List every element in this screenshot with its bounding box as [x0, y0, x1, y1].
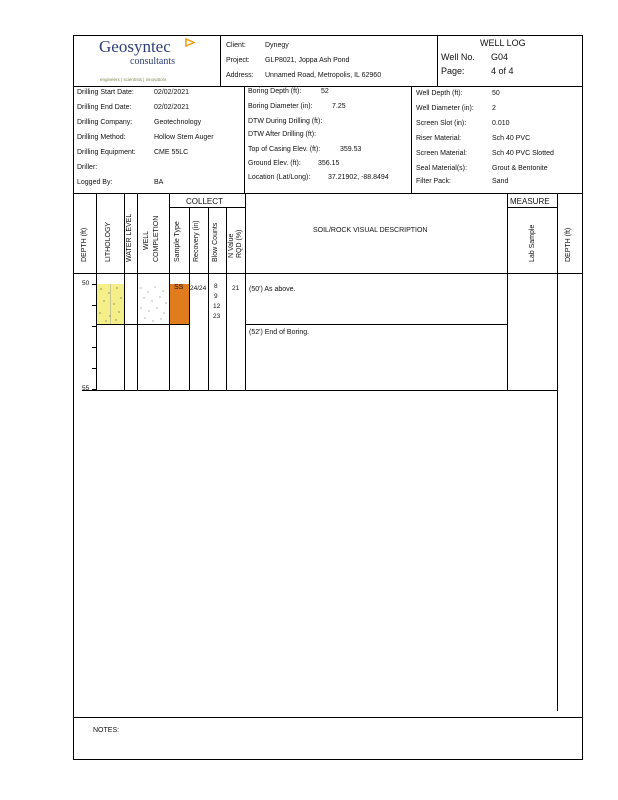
- measure-header: MEASURE: [510, 197, 550, 206]
- logo-tagline: engineers | scientists | innovators: [100, 77, 167, 82]
- info-left-label: Drilling Method:: [77, 134, 126, 141]
- well-completion-header-2: COMPLETION: [153, 215, 160, 262]
- address-value: Unnamed Road, Metropolis, IL 62960: [265, 72, 382, 79]
- n-value: 21: [232, 285, 240, 292]
- collect-header: COLLECT: [186, 197, 223, 206]
- recovery-header: Recovery (in): [193, 220, 200, 262]
- info-right-label: Riser Material:: [416, 135, 462, 142]
- depth-top-label: 50: [82, 280, 90, 287]
- project-label: Project:: [226, 57, 250, 64]
- depth-header: DEPTH (ft): [81, 227, 88, 262]
- description-row-1: (50') As above.: [249, 286, 296, 293]
- client-value: Dynegy: [265, 42, 289, 49]
- info-left-value: CME 55LC: [154, 149, 189, 156]
- info-right-label: Screen Slot (in):: [416, 120, 467, 127]
- blow-counts-header: Blow Counts: [212, 222, 219, 262]
- well-no-value: G04: [491, 52, 509, 62]
- filter-pack-pattern-icon: [138, 284, 169, 324]
- page-value: 4 of 4: [491, 66, 514, 76]
- info-left-label: Drilling Start Date:: [77, 89, 134, 96]
- info-right-value: Grout & Bentonite: [492, 165, 548, 172]
- description-row-2: (52') End of Boring.: [249, 329, 310, 336]
- info-mid-label: DTW During Drilling (ft):: [248, 118, 323, 125]
- info-left-value: Geotechnology: [154, 119, 202, 126]
- info-left-label: Logged By:: [77, 179, 113, 186]
- info-left-label: Drilling Company:: [77, 119, 133, 126]
- info-left-value: 02/02/2021: [154, 89, 190, 96]
- depth-bottom-label: 55: [82, 385, 90, 392]
- well-completion-fill: [138, 284, 169, 324]
- info-right-value: Sch 40 PVC Slotted: [492, 150, 554, 157]
- address-label: Address:: [226, 72, 254, 79]
- info-right-value: Sand: [492, 178, 509, 185]
- lithology-fill: [97, 284, 124, 324]
- logo-triangle-icon: [185, 38, 195, 47]
- info-mid-label: Boring Depth (ft):: [248, 88, 302, 95]
- page-label: Page:: [441, 66, 465, 76]
- description-header: SOIL/ROCK VISUAL DESCRIPTION: [313, 227, 428, 234]
- lithology-pattern-icon: [97, 284, 124, 324]
- info-right-label: Seal Material(s):: [416, 165, 467, 172]
- info-mid-value: 52: [321, 88, 329, 95]
- info-right-value: 2: [492, 105, 496, 112]
- depth-right-header: DEPTH (ft): [565, 227, 572, 262]
- blow-count: 8: [214, 283, 218, 290]
- info-left-value: 02/02/2021: [154, 104, 190, 111]
- info-right-label: Well Diameter (in):: [416, 105, 474, 112]
- info-mid-value: 7.25: [332, 103, 346, 110]
- sample-type-header: Sample Type: [174, 221, 181, 262]
- info-left-value: BA: [154, 179, 164, 186]
- client-label: Client:: [226, 42, 246, 49]
- info-mid-label: DTW After Drilling (ft):: [248, 131, 317, 138]
- n-value-header: N Value: [228, 233, 235, 258]
- info-right-label: Filter Pack:: [416, 178, 452, 185]
- info-right-value: Sch 40 PVC: [492, 135, 531, 142]
- info-left-label: Drilling End Date:: [77, 104, 132, 111]
- info-mid-label: Location (Lat/Long):: [248, 174, 311, 181]
- logo-name: Geosyntec: [99, 37, 171, 56]
- info-right-value: 0.010: [492, 120, 510, 127]
- logo-sub: consultants: [130, 56, 175, 67]
- blow-count: 12: [213, 303, 221, 310]
- info-left-value: Hollow Stem Auger: [154, 134, 214, 141]
- well-completion-header-1: WELL: [143, 230, 150, 250]
- sample-type-value: SS: [174, 284, 184, 291]
- recovery-value: 24/24: [190, 285, 207, 292]
- info-mid-value: 356.15: [318, 160, 340, 167]
- blow-count: 9: [214, 293, 218, 300]
- info-mid-label: Top of Casing Elev. (ft):: [248, 146, 321, 153]
- info-right-label: Screen Material:: [416, 150, 467, 157]
- lab-sample-header: Lab Sample: [529, 224, 536, 262]
- water-level-header: WATER LEVEL: [126, 213, 133, 262]
- blow-count: 23: [213, 313, 221, 320]
- info-right-label: Well Depth (ft):: [416, 90, 463, 97]
- info-mid-value: 359.53: [340, 146, 362, 153]
- info-mid-label: Ground Elev. (ft):: [248, 160, 301, 167]
- lithology-header: LITHOLOGY: [105, 221, 112, 262]
- rqd-header: RQD (%): [236, 229, 243, 258]
- info-mid-value: 37.21902, -88.8494: [328, 174, 389, 181]
- info-right-value: 50: [492, 90, 500, 97]
- info-mid-label: Boring Diameter (in):: [248, 103, 313, 110]
- well-no-label: Well No.: [441, 52, 475, 62]
- info-left-label: Driller:: [77, 164, 98, 171]
- notes-label: NOTES:: [93, 727, 120, 734]
- info-left-label: Drilling Equipment:: [77, 149, 136, 156]
- well-log-title: WELL LOG: [480, 38, 526, 48]
- project-value: GLP8021, Joppa Ash Pond: [265, 57, 350, 64]
